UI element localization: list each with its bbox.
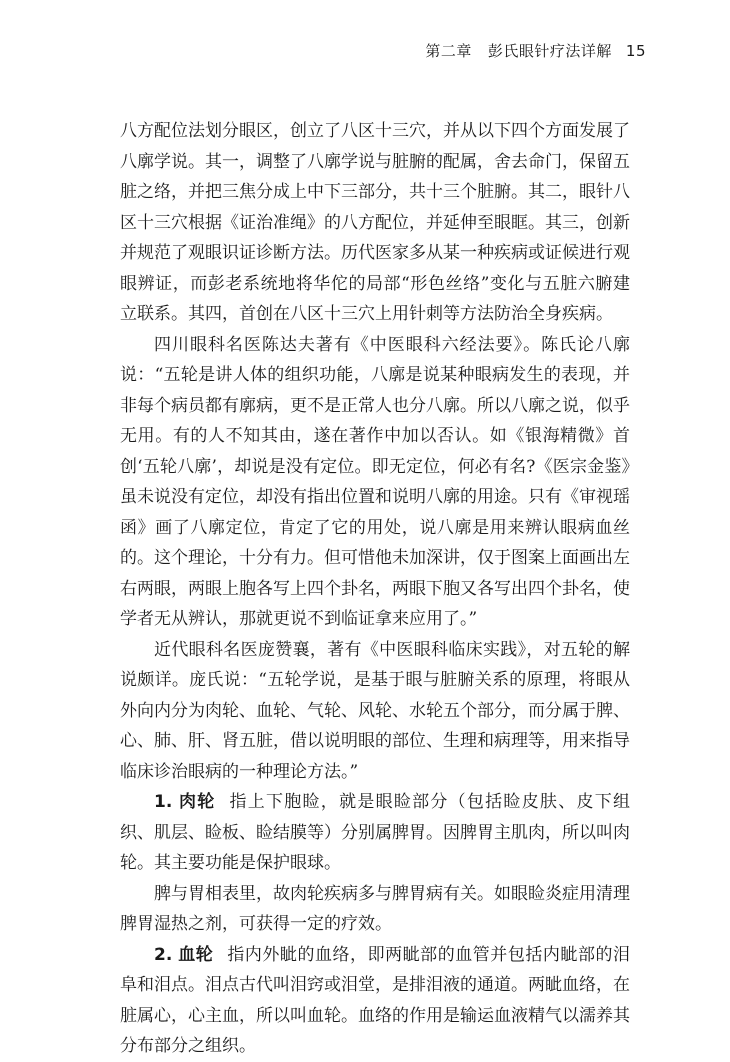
paragraph-2: 四川眼科名医陈达夫著有《中医眼科六经法要》。陈氏论八廓说：“五轮是讲人体的组织功能，八廓是说某种眼病发生的表现，并非每个病员都有廓病，更不是正常人也分八廓。所以八廓之说，似乎无用。有的人不知其由，遂在著作中加以否认。如《银海精微》首创‘五轮八廓’，却说是没有定位。即无定位，何必有名?《医宗金鉴》虽未说没有定位，却没有指出位置和说明八廓的用途。只有《审视瑶函》画了八廓定位，肯定了它的用处，说八廓是用来辨认眼病血丝的。这个理论，十分有力。但可惜他未加深讲，仅于图案上面画出左右两眼，两眼上胞各写上四个卦名，两眼下胞又各写出四个卦名，使学者无从辨认，那就更说不到临证拿来应用了。” <box>120 334 630 629</box>
chapter-label: 第二章 <box>425 42 472 60</box>
item-rou-lun <box>120 787 630 879</box>
item-xue-lun <box>120 940 630 1062</box>
paragraph-3: 近代眼科名医庞赞襄，著有《中医眼科临床实践》，对五轮的解说颇详。庞氏说：“五轮学说，是基于眼与脏腑关系的原理，将眼从外向内分为肉轮、血轮、气轮、风轮、水轮五个部分，而分属于脾、心、肺、肝、肾五脏，借以说明眼的部位、生理和病理等，用来指导临床诊治眼病的一种理论方法。” <box>120 639 630 782</box>
paragraph-5: 脾与胃相表里，故肉轮疾病多与脾胃病有关。如眼睑炎症用清理脾胃湿热之剂，可获得一定的疗效。 <box>120 883 630 934</box>
item-text: 指内外眦的血络，即两眦部的血管并包括内眦部的泪阜和泪点。泪点古代叫泪窍或泪堂，是排泪液的通道。两眦血络，在脏属心，心主血，所以叫血轮。血络的作用是输运血液精气以濡养其分布部分之组织。 <box>120 944 631 1056</box>
chapter-title: 彭氏眼针疗法详解 <box>487 42 612 60</box>
item-number: 2. <box>154 944 173 965</box>
page-number: 15 <box>625 42 646 60</box>
paragraph-1: 八方配位法划分眼区，创立了八区十三穴，并从以下四个方面发展了八廓学说。其一，调整了八廓学说与脏腑的配属，舍去命门，保留五脏之络，并把三焦分成上中下三部分，共十三个脏腑。其二，眼针八区十三穴根据《证治准绳》的八方配位，并延伸至眼眶。其三，创新并规范了观眼识证诊断方法。历代医家多从某一种疾病或证候进行观眼辨证，而彭老系统地将华佗的局部“形色丝络”变化与五脏六腑建立联系。其四，首创在八区十三穴上用针刺等方法防治全身疾病。 <box>120 121 630 324</box>
item-heading: 血轮 <box>178 944 214 965</box>
running-header <box>425 40 646 61</box>
item-heading: 肉轮 <box>178 792 216 812</box>
item-number: 1. <box>154 792 173 812</box>
main-text <box>120 116 630 1062</box>
item-text: 指上下胞睑，就是眼睑部分（包括睑皮肤、皮下组织、肌层、睑板、睑结膜等）分别属脾胃。因脾胃主肌肉，所以叫肉轮。其主要功能是保护眼球。 <box>120 792 631 873</box>
